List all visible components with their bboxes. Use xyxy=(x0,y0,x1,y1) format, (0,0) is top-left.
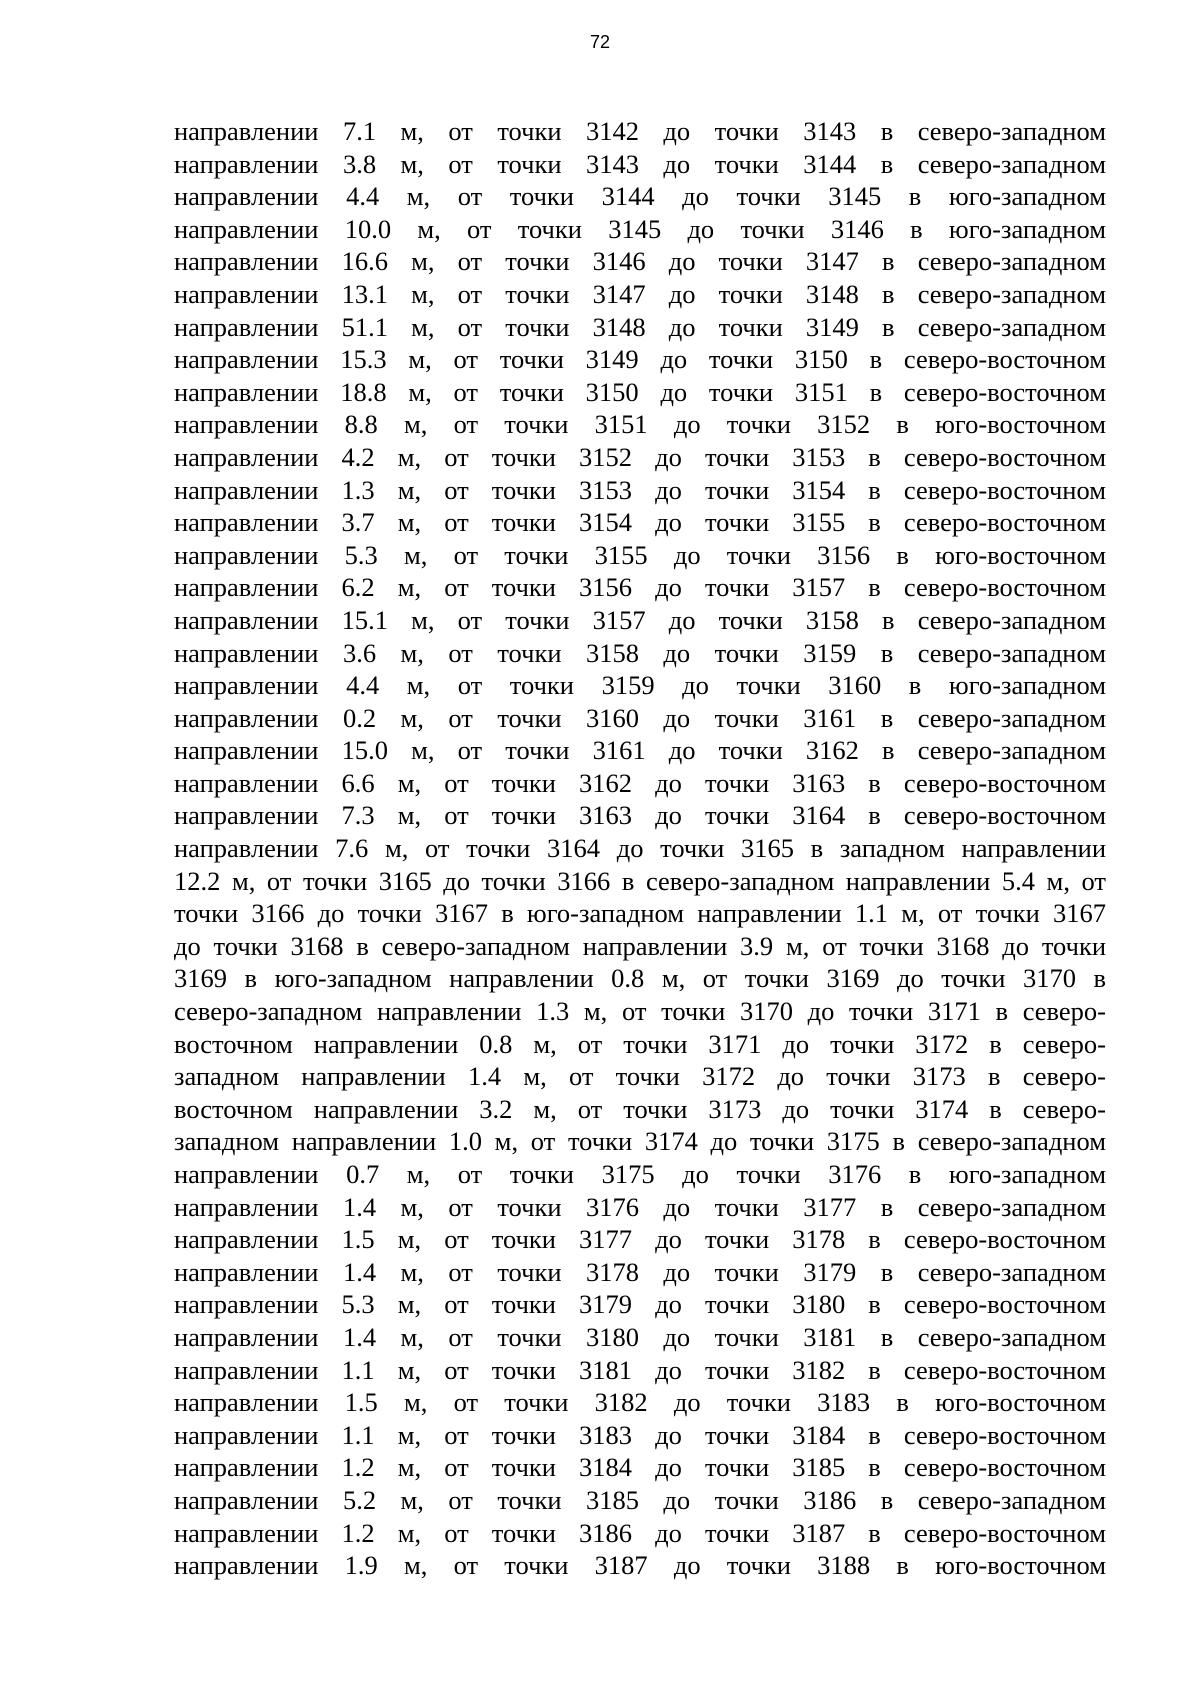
text-line: 3169 в юго-западном направлении 0.8 м, от точки 3169 до точки 3170 в xyxy=(174,963,1106,994)
text-line: направлении 1.4 м, от точки 3176 до точки 3177 в северо-западном xyxy=(174,1191,1106,1222)
text-line: направлении 6.6 м, от точки 3162 до точки 3163 в северо-восточном xyxy=(174,767,1106,798)
text-line: направлении 1.2 м, от точки 3184 до точки 3185 в северо-восточном xyxy=(174,1452,1106,1483)
text-line: до точки 3168 в северо-западном направлении 3.9 м, от точки 3168 до точки xyxy=(174,930,1106,961)
text-line: восточном направлении 0.8 м, от точки 3171 до точки 3172 в северо- xyxy=(174,1028,1106,1059)
text-line: направлении 10.0 м, от точки 3145 до точки 3146 в юго-западном xyxy=(174,213,1106,244)
text-line: северо-западном направлении 1.3 м, от точки 3170 до точки 3171 в северо- xyxy=(174,996,1106,1027)
text-line: направлении 1.4 м, от точки 3180 до точки 3181 в северо-западном xyxy=(174,1321,1106,1352)
text-line: направлении 16.6 м, от точки 3146 до точки 3147 в северо-западном xyxy=(174,246,1106,277)
page-number: 72 xyxy=(589,32,611,52)
text-line: направлении 1.4 м, от точки 3178 до точки 3179 в северо-западном xyxy=(174,1256,1106,1287)
text-line: направлении 3.6 м, от точки 3158 до точки 3159 в северо-западном xyxy=(174,637,1106,668)
text-line: направлении 1.1 м, от точки 3183 до точки 3184 в северо-восточном xyxy=(174,1419,1106,1450)
text-line: направлении 51.1 м, от точки 3148 до точки 3149 в северо-западном xyxy=(174,311,1106,342)
text-line: направлении 13.1 м, от точки 3147 до точки 3148 в северо-западном xyxy=(174,278,1106,309)
text-line: направлении 5.2 м, от точки 3185 до точки 3186 в северо-западном xyxy=(174,1484,1106,1515)
text-line: направлении 7.1 м, от точки 3142 до точки 3143 в северо-западном xyxy=(174,116,1106,146)
text-line: направлении 1.5 м, от точки 3182 до точки 3183 в юго-восточном xyxy=(174,1387,1106,1418)
text-line: направлении 18.8 м, от точки 3150 до точки 3151 в северо-восточном xyxy=(174,376,1106,407)
text-line: восточном направлении 3.2 м, от точки 3173 до точки 3174 в северо- xyxy=(174,1093,1106,1124)
text-line: западном направлении 1.0 м, от точки 3174 до точки 3175 в северо-западном xyxy=(174,1126,1106,1157)
text-line: направлении 4.2 м, от точки 3152 до точки 3153 в северо-восточном xyxy=(174,441,1106,472)
text-line: западном направлении 1.4 м, от точки 3172 до точки 3173 в северо- xyxy=(174,1061,1106,1092)
text-line: направлении 15.0 м, от точки 3161 до точки 3162 в северо-западном xyxy=(174,735,1106,766)
text-line: 12.2 м, от точки 3165 до точки 3166 в северо-западном направлении 5.4 м, от xyxy=(174,865,1106,896)
text-line: направлении 4.4 м, от точки 3159 до точки 3160 в юго-западном xyxy=(174,670,1106,701)
text-line: направлении 8.8 м, от точки 3151 до точки 3152 в юго-восточном xyxy=(174,409,1106,440)
text-line: направлении 4.4 м, от точки 3144 до точки 3145 в юго-западном xyxy=(174,181,1106,212)
text-line: направлении 7.6 м, от точки 3164 до точки 3165 в западном направлении xyxy=(174,833,1106,864)
text-line: направлении 7.3 м, от точки 3163 до точки 3164 в северо-восточном xyxy=(174,800,1106,831)
text-line: направлении 5.3 м, от точки 3179 до точки 3180 в северо-восточном xyxy=(174,1289,1106,1320)
text-line: направлении 1.2 м, от точки 3186 до точки 3187 в северо-восточном xyxy=(174,1517,1106,1548)
text-line: направлении 0.7 м, от точки 3175 до точки 3176 в юго-западном xyxy=(174,1159,1106,1189)
text-line: направлении 1.9 м, от точки 3187 до точки 3188 в юго-восточном xyxy=(174,1550,1106,1581)
text-line: направлении 1.5 м, от точки 3177 до точки 3178 в северо-восточном xyxy=(174,1224,1106,1255)
text-line: направлении 6.2 м, от точки 3156 до точки 3157 в северо-восточном xyxy=(174,572,1106,603)
text-line: направлении 15.1 м, от точки 3157 до точки 3158 в северо-западном xyxy=(174,604,1106,635)
text-line: направлении 3.7 м, от точки 3154 до точки 3155 в северо-восточном xyxy=(174,507,1106,538)
text-line: направлении 1.3 м, от точки 3153 до точки 3154 в северо-восточном xyxy=(174,474,1106,505)
text-line: точки 3166 до точки 3167 в юго-западном направлении 1.1 м, от точки 3167 xyxy=(174,898,1106,929)
text-line: направлении 3.8 м, от точки 3143 до точки 3144 в северо-западном xyxy=(174,148,1106,179)
text-line: направлении 5.3 м, от точки 3155 до точки 3156 в юго-восточном xyxy=(174,539,1106,570)
text-line: направлении 15.3 м, от точки 3149 до точки 3150 в северо-восточном xyxy=(174,344,1106,375)
document-body-text xyxy=(174,115,1106,1582)
text-line: направлении 1.1 м, от точки 3181 до точки 3182 в северо-восточном xyxy=(174,1354,1106,1385)
text-line: направлении 0.2 м, от точки 3160 до точки 3161 в северо-западном xyxy=(174,702,1106,733)
